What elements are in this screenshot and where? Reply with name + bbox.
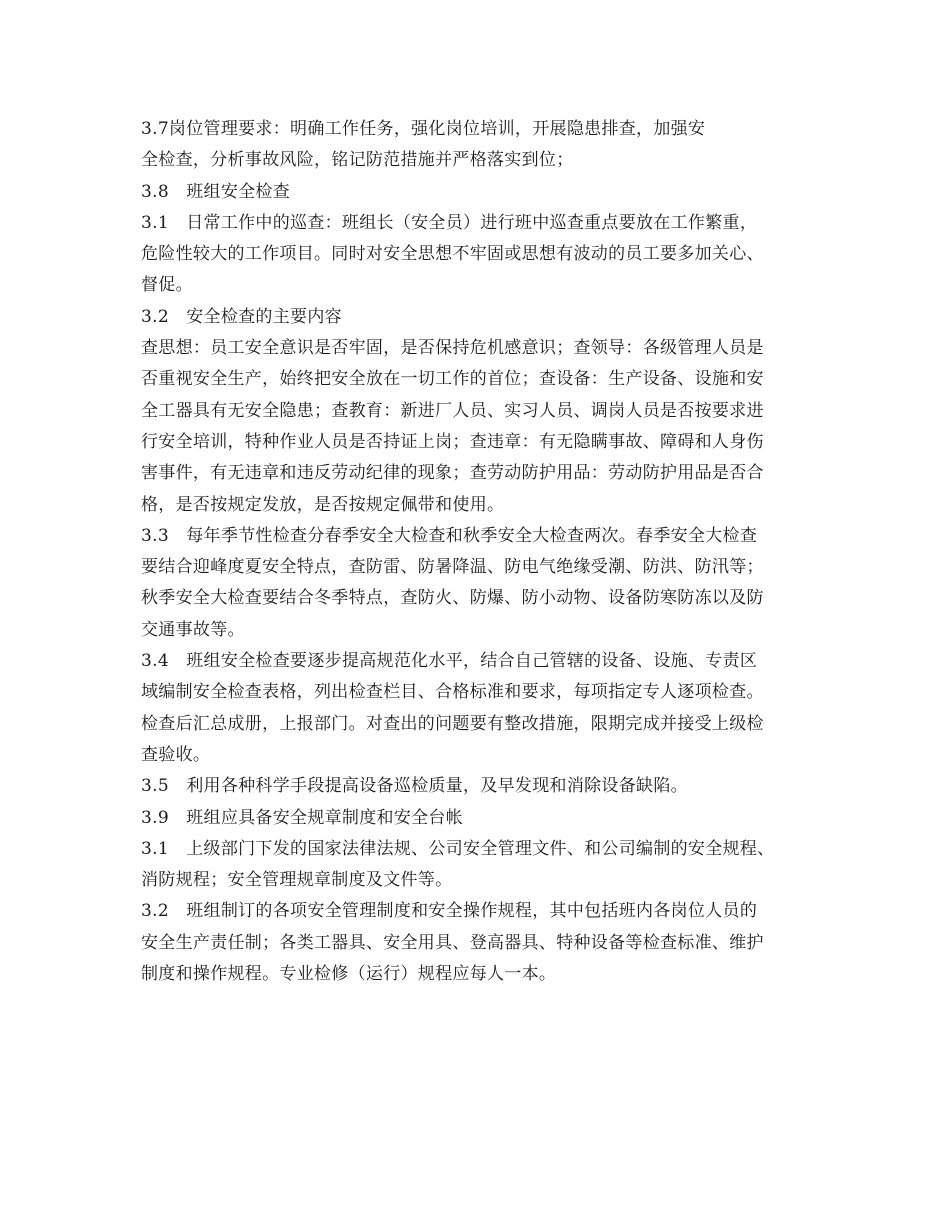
text-line: 制度和操作规程。专业检修（运行）规程应每人一本。 xyxy=(141,964,557,985)
text-line: 检查后汇总成册，上报部门。对查出的问题要有整改措施，限期完成并接受上级检 xyxy=(141,713,764,734)
text-line: 3.7岗位管理要求：明确工作任务，强化岗位培训，开展隐患排查，加强安 xyxy=(141,119,706,139)
text-line: 督促。 xyxy=(141,275,193,296)
text-line: 危险性较大的工作项目。同时对安全思想不牢固或思想有波动的员工要多加关心、 xyxy=(141,244,764,265)
text-line: 全工器具有无安全隐患；查教育：新进厂人员、实习人员、调岗人员是否按要求进 xyxy=(141,400,764,421)
subsection-heading: 3.2 安全检查的主要内容 xyxy=(141,306,342,327)
section-heading: 3.8 班组安全检查 xyxy=(141,181,291,202)
text-line: 3.5 利用各种科学手段提高设备巡检质量，及早发现和消除设备缺陷。 xyxy=(141,776,688,797)
text-line: 消防规程；安全管理规章制度及文件等。 xyxy=(141,870,453,891)
document-body xyxy=(141,114,841,990)
text-line: 格，是否按规定发放，是否按规定佩带和使用。 xyxy=(141,494,505,515)
text-line: 行安全培训，特种作业人员是否持证上岗；查违章：有无隐瞒事故、障碍和人身伤 xyxy=(141,431,764,452)
text-line: 秋季安全大检查要结合冬季特点，查防火、防爆、防小动物、设备防寒防冻以及防 xyxy=(141,588,764,609)
text-line: 域编制安全检查表格，列出检查栏目、合格标准和要求，每项指定专人逐项检查。 xyxy=(141,682,764,703)
text-line: 要结合迎峰度夏安全特点，查防雷、防暑降温、防电气绝缘受潮、防洪、防汛等； xyxy=(141,557,764,578)
section-heading: 3.9 班组应具备安全规章制度和安全台帐 xyxy=(141,807,464,828)
text-line: 否重视安全生产，始终把安全放在一切工作的首位；查设备：生产设备、设施和安 xyxy=(141,369,764,390)
text-line: 3.1 日常工作中的巡查：班组长（安全员）进行班中巡查重点要放在工作繁重， xyxy=(141,212,758,233)
text-line: 安全生产责任制；各类工器具、安全用具、登高器具、特种设备等检查标准、维护 xyxy=(141,932,764,953)
text-line: 3.2 班组制订的各项安全管理制度和安全操作规程，其中包括班内各岗位人员的 xyxy=(141,901,758,922)
text-line: 害事件，有无违章和违反劳动纪律的现象；查劳动防护用品：劳动防护用品是否合 xyxy=(141,463,764,484)
text-line: 3.3 每年季节性检查分春季安全大检查和秋季安全大检查两次。春季安全大检查 xyxy=(141,525,758,546)
text-line: 查思想：员工安全意识是否牢固，是否保持危机感意识；查领导：各级管理人员是 xyxy=(141,338,764,359)
text-line: 交通事故等。 xyxy=(141,619,245,640)
text-line: 查验收。 xyxy=(141,744,211,765)
text-line: 全检查，分析事故风险，铭记防范措施并严格落实到位； xyxy=(141,150,574,171)
text-line: 3.4 班组安全检查要逐步提高规范化水平，结合自己管辖的设备、设施、专责区 xyxy=(141,651,758,672)
text-line: 3.1 上级部门下发的国家法律法规、公司安全管理文件、和公司编制的安全规程、 xyxy=(141,838,775,859)
